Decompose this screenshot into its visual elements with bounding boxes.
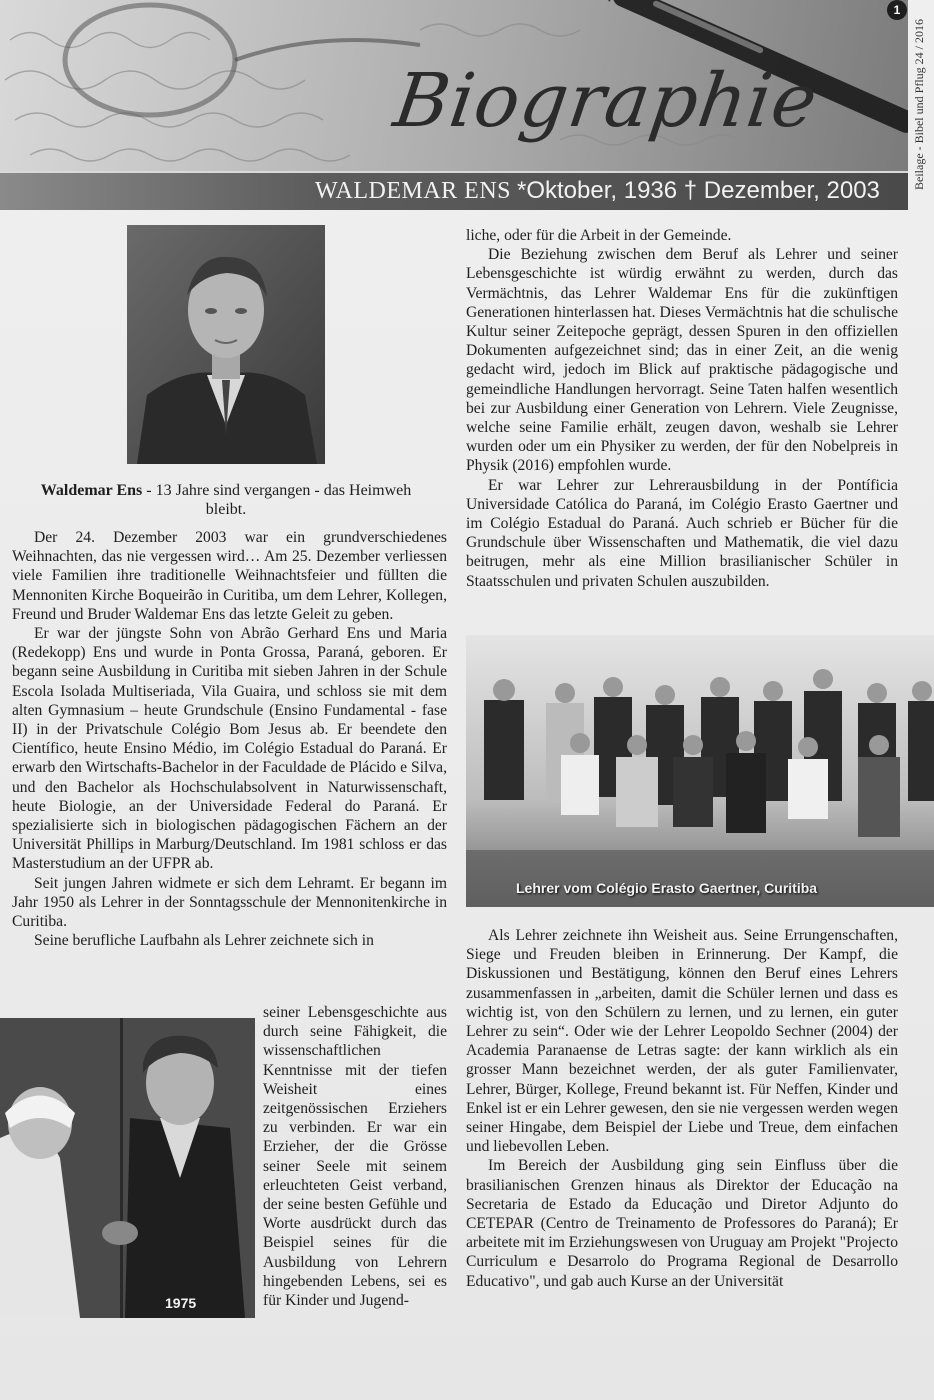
paragraph: liche, oder für die Arbeit in der Gemeinde.	[466, 227, 732, 244]
portrait-caption	[40, 481, 412, 519]
left-column	[12, 528, 447, 950]
paragraph: Seit jungen Jahren widmete er sich dem Lehramt. Er begann im Jahr 1950 als Lehrer in der Sonntagsschule der Mennonitenkirche in Curitiba.	[12, 874, 447, 931]
right-column-top	[466, 226, 898, 591]
life-dates: *Oktober, 1936 † Dezember, 2003	[517, 177, 880, 204]
wedding-photo	[0, 1018, 255, 1318]
portrait-caption-text: - 13 Jahre sind vergangen - das Heimweh bleibt.	[142, 482, 412, 518]
wedding-photo-year: 1975	[165, 1295, 197, 1311]
group-photo	[466, 635, 934, 907]
paragraph: Als Lehrer zeichnete ihn Weisheit aus. Seine Errungenschaften, Siege und Freuden bleiben in Erinnerung. Der Kampf, die Diskussionen und Bestätigung, können den Beruf eines Lehrers zusammenfassen in „arbeiten, damit die Schüler lernen und dass es wichtig ist, von den Schülern zu lernen, und zu lernen, ein guter Lehrer zu sein“. Oder wie der Lehrer Leopoldo Sechner (2004) der Academia Paranaense de Letras sagte: der kann wirklich als ein grosser Mann bezeichnet werden, der als guter Familienvater, Lehrer, Bürger, Kollege, Freund bekannt ist. Für Neffen, Kinder und Enkel ist er ein Lehrer gewesen, den sie nie vergessen werden wegen seiner Hingabe, dem Beispiel der Liebe und Treue, dem einfachen und liebevollen Leben.	[466, 927, 898, 1156]
right-column-bottom	[466, 926, 898, 1291]
headline-biographie: Biographie	[388, 58, 823, 144]
paragraph: Die Beziehung zwischen dem Beruf als Lehrer und seiner Lebensgeschichte ist würdig erwähnt zu werden, durch das Vermächtnis, das Lehrer Waldemar Ens für die zukünftigen Generationen hinterlassen hat. Dieses Vermächtnis hat die schulische Kultur seiner Zeitepoche geprägt, dessen Spuren in den offiziellen Dokumenten aufgezeichnet sind; das in einer Zeit, an die wenig gedacht wird, jedoch im Blick auf praktische pädagogische und gemeindliche Handlungen hervorragt. Seine Taten halfen wesentlich bei zur Ausbildung einer Generation von Lehrern. Viele Zeugnisse, welche seine Familie erhält, zeugen davon, weshalb sie Lehrer wurden oder um ein Physiker zu werden, der für den Nobelpreis in Physik (2016) empfohlen wurde.	[466, 246, 898, 475]
portrait-caption-name: Waldemar Ens	[40, 482, 143, 499]
name-dates-line	[315, 177, 880, 205]
subject-name: WALDEMAR ENS	[315, 178, 511, 204]
paragraph: Seine berufliche Laufbahn als Lehrer zeichnete sich in	[34, 932, 374, 950]
left-column-wrapped-text	[263, 1003, 447, 1310]
paragraph: seiner Lebensgeschichte aus durch seine Fähigkeit, die wissenschaftlichen Kenntnisse mit der tiefen Weisheit eines zeitgenössischen Erziehers zu verbinden. Er war ein Erzieher, der die Grösse seiner Seele mit seinem erleuchteten Geist verband, der seine besten Gefühle und Worte ausdrückt durch das Beispiel seines für die Ausbildung von Lehrern hingebenden Lebens, sei es für Kinder und Jugend-	[263, 1004, 447, 1310]
portrait-photo	[127, 225, 325, 464]
paragraph: Er war der jüngste Sohn von Abrão Gerhard Ens und Maria (Redekopp) Ens und wurde in Ponta Grossa, Paraná, geboren. Er begann seine Ausbildung in Curitiba mit sieben Jahren in der Schule Escola Isolada Multiseriada, Vila Guaira, und schloss sie mit dem alten Gymnasium – heute Grundschule (Ensino Fundamental - fase II) in der Privatschule Colégio Bom Jesus ab. Er beendete den Científico, heute Ensino Médio, im Colégio Estadual do Paraná. Er erwarb den Wirtschafts-Bachelor in der Faculdade de Plácido e Silva, und den Bachelor als Hochschulabsolvent in Naturwissenschaft, heute Biologie, an der Universidade Federal do Paraná. Er spezialisierte sich in biologischen pädagogischen Fächern an der Universität Phillips in Marburg/Deutschland. Im 1981 schloss er das Masterstudium an der UFPR ab.	[12, 625, 447, 873]
page-number-badge: 1	[887, 0, 907, 20]
paragraph: Im Bereich der Ausbildung ging sein Einfluss über die brasilianischen Grenzen hinaus als Direktor der Educação na Secretaria de Estado da Educação und Diretor Adjunto do CETEPAR (Centro de Treinamento de Professores do Paraná); Er arbeitete mit im Erziehungswesen von Uruguay am Projekt "Projecto Curriculum e Desarrolo do Programa Regional de Desarrollo Educativo", und gab auch Kurse an der Universität	[466, 1157, 898, 1290]
paragraph: Der 24. Dezember 2003 war ein grundverschiedenes Weihnachten, das nie vergessen wird… Am 25. Dezember verliessen viele Familien ihre traditionelle Weihnachtsfeier und füllten die Mennoniten Kirche Boqueirão in Curitiba, um dem Lehrer, Kollegen, Freund und Bruder Waldemar Ens das letzte Geleit zu geben.	[12, 529, 447, 623]
name-dates-bar	[0, 171, 908, 210]
group-photo-caption: Lehrer vom Colégio Erasto Gaertner, Curitiba	[516, 880, 818, 896]
header-banner	[0, 0, 908, 210]
supplement-label: Beilage - Bibel und Pflug 24 / 2016	[912, 19, 926, 190]
paragraph: Er war Lehrer zur Lehrerausbildung in der Pontíficia Universidade Católica do Paraná, im Colégio Erasto Gaertner und im Colégio Estadual do Paraná. Auch schrieb er Bücher für die Grundschule über Wissenschaften und Mathematik, die viel dazu beitrugen, mehr als eine Million brasilianischer Schüler in Staatsschulen und privaten Schulen auszubilden.	[466, 476, 898, 590]
